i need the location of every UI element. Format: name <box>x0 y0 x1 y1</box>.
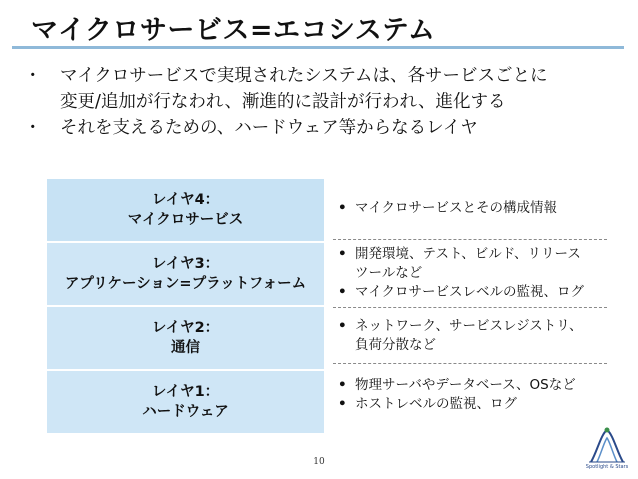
bullet-item <box>22 115 622 141</box>
detail-text: ネットワーク、サービスレジストリ、 負荷分散など <box>355 317 583 353</box>
layer-subtitle: アプリケーション=プラットフォーム <box>64 276 307 292</box>
layer-name: レイヤ1： <box>151 384 220 400</box>
logo-text: Spotlight & Stars <box>585 464 629 470</box>
detail-marker: • <box>338 377 347 393</box>
detail-block-4 <box>333 178 607 240</box>
bullet-marker: ・ <box>24 66 42 86</box>
detail-marker: • <box>338 317 347 334</box>
detail-item <box>333 245 607 283</box>
detail-block-2 <box>333 308 607 364</box>
detail-text: 物理サーバやデータベース、OSなど <box>355 377 576 393</box>
detail-block-1 <box>333 364 607 426</box>
layer-subtitle: ハードウェア <box>142 404 229 420</box>
page-number: 10 <box>313 457 325 467</box>
bullet-list <box>22 63 622 141</box>
detail-item <box>333 376 607 395</box>
layer-subtitle: マイクロサービス <box>127 212 244 228</box>
slide-title: マイクロサービス=エコシステム <box>31 15 436 46</box>
detail-text: 開発環境、テスト、ビルド、リリース ツールなど <box>355 246 581 281</box>
detail-marker: • <box>338 246 347 262</box>
bullet-item <box>22 63 622 115</box>
layer-subtitle: 通信 <box>171 340 200 356</box>
bullet-marker: ・ <box>24 118 42 138</box>
detail-item <box>333 317 607 355</box>
detail-block-3 <box>333 240 607 308</box>
bullet-line: マイクロサービスで実現されたシステムは、各サービスごとに <box>60 66 548 86</box>
bullet-line: 変更/追加が行なわれ、漸進的に設計が行われ、進化する <box>60 92 506 112</box>
layer-box-4 <box>46 178 325 242</box>
detail-text: ホストレベルの監視、ログ <box>355 396 517 412</box>
bullet-line: それを支えるための、ハードウェア等からなるレイヤ <box>60 118 478 138</box>
layer-box-3 <box>46 242 325 306</box>
detail-item <box>333 395 607 414</box>
detail-marker: • <box>338 396 347 412</box>
layer-name: レイヤ3： <box>151 256 220 272</box>
detail-marker: • <box>338 200 347 216</box>
layer-stack <box>46 178 325 434</box>
layer-box-2 <box>46 306 325 370</box>
layer-box-1 <box>46 370 325 434</box>
detail-item <box>333 199 607 218</box>
detail-text: マイクロサービスとその構成情報 <box>355 200 557 216</box>
detail-text: マイクロサービスレベルの監視、ログ <box>355 284 584 300</box>
layer-name: レイヤ2： <box>151 320 220 336</box>
detail-marker: • <box>338 284 347 300</box>
layer-details <box>333 178 607 426</box>
title-underline <box>12 46 624 49</box>
detail-item <box>333 283 607 302</box>
layer-name: レイヤ4： <box>151 192 220 208</box>
